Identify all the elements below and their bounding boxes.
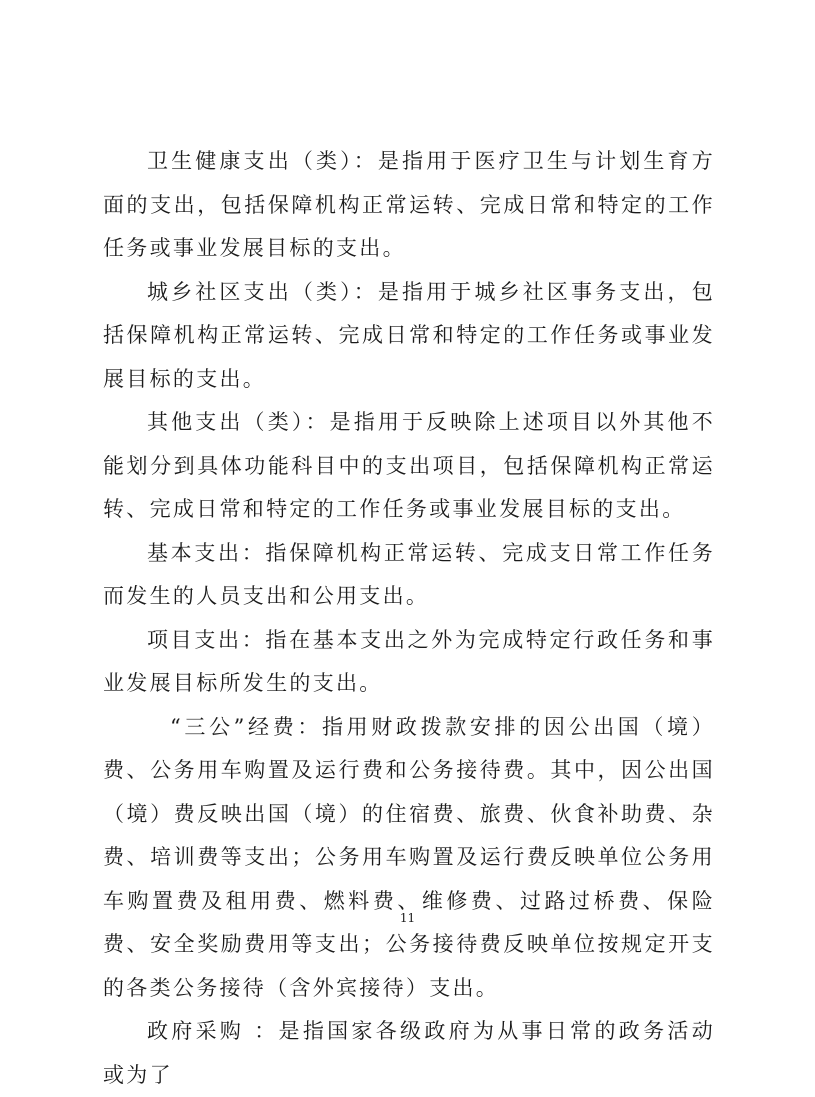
body-text xyxy=(103,140,715,1097)
page-number: 11 xyxy=(399,911,416,925)
paragraph-government-procurement: 政府采购 ：是指国家各级政府为从事日常的政务活动或为了 xyxy=(103,1019,715,1087)
paragraph-health-expenditure: 卫生健康支出（类）：是指用于医疗卫生与计划生育方面的支出，包括保障机构正常运转、完成日常和特定的工作任务或事业发展目标的支出。 xyxy=(103,149,715,260)
paragraph-project-expenditure: 项目支出：指在基本支出之外为完成特定行政任务和事业发展目标所发生的支出。 xyxy=(103,627,715,695)
paragraph-basic-expenditure: 基本支出：指保障机构正常运转、完成支日常工作任务而发生的人员支出和公用支出。 xyxy=(103,540,715,608)
paragraph-urban-rural-expenditure: 城乡社区支出（类）：是指用于城乡社区事务支出，包括保障机构正常运转、完成日常和特定的工作任务或事业发展目标的支出。 xyxy=(103,279,715,391)
paragraph-three-public-funds: “三公”经费：指用财政拨款安排的因公出国（境）费、公务用车购置及运行费和公务接待费。其中，因公出国（境）费反映出国（境）的住宿费、旅费、伙食补助费、杂费、培训费等支出；公务用车购置及运行费反映单位公务用车购置费及租用费、燃料费、维修费、过路过桥费、保险费、安全奖励费用等支出；公务接待费反映单位按规定开支的各类公务接待（含外宾接待）支出。 xyxy=(103,714,715,1000)
paragraph-other-expenditure: 其他支出（类）：是指用于反映除上述项目以外其他不能划分到具体功能科目中的支出项目，包括保障机构正常运转、完成日常和特定的工作任务或事业发展目标的支出。 xyxy=(103,410,715,521)
